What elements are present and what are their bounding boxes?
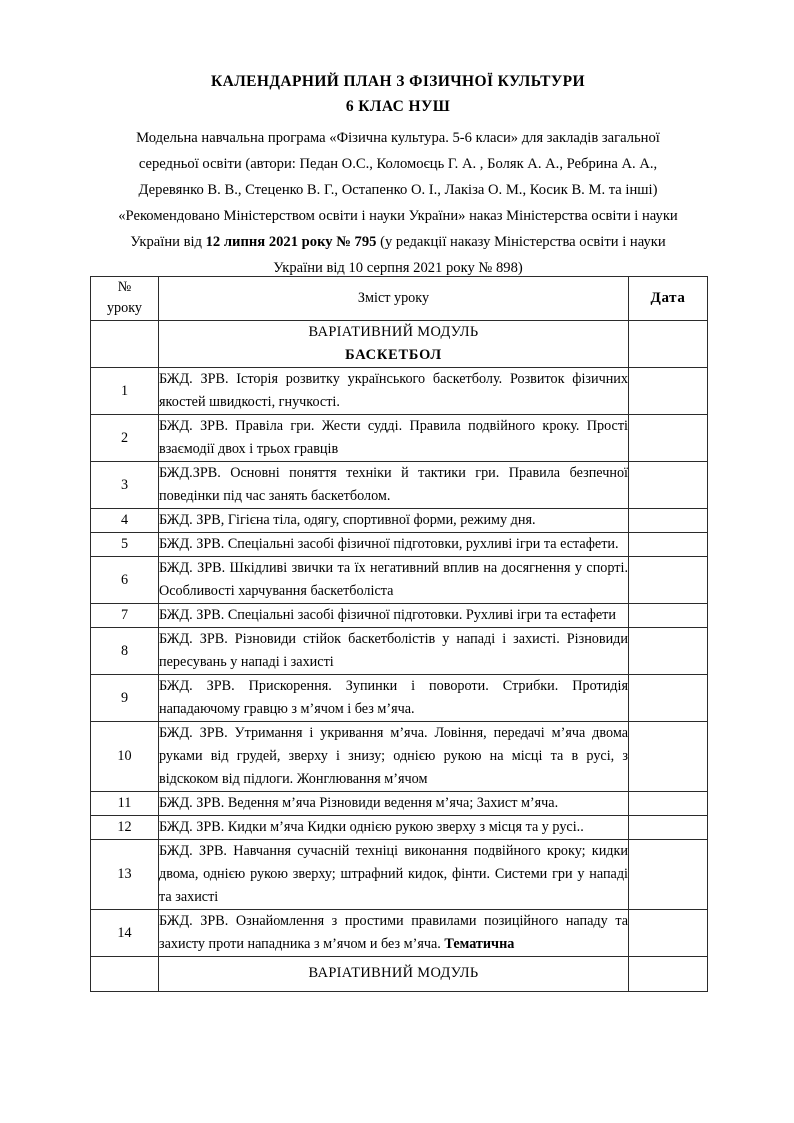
order-number: 12 липня 2021 року № 795	[205, 233, 377, 250]
page-title: КАЛЕНДАРНИЙ ПЛАН З ФІЗИЧНОЇ КУЛЬТУРИ	[210, 73, 586, 90]
table-row	[91, 792, 708, 816]
lesson-date[interactable]	[629, 722, 708, 792]
lesson-content: БЖД. ЗРВ. Різновиди стійок баскетболістів у нападі і захисті. Різновиди пересувань у нападі і захисті	[159, 628, 629, 675]
table-row	[91, 462, 708, 509]
intro-line-4: «Рекомендовано Міністерством освіти і науки України» наказ Міністерства освіти і науки	[118, 207, 678, 224]
lesson-number: 3	[91, 462, 159, 509]
lesson-number: 1	[91, 368, 159, 415]
lesson-number: 8	[91, 628, 159, 675]
lesson-content: БЖД. ЗРВ. Шкідливі звички та їх негативний вплив на досягнення у спорті. Особливості харчування баскетболіста	[159, 557, 629, 604]
lesson-number: 4	[91, 509, 159, 533]
order-line	[90, 230, 706, 256]
table-row	[91, 415, 708, 462]
column-header-lesson-content: Зміст уроку	[159, 277, 629, 321]
lesson-date[interactable]	[629, 533, 708, 557]
lesson-content: БЖД. ЗРВ. Прискорення. Зупинки і повороти. Стрибки. Протидія нападаючому гравцю з м’ячом і без м’яча.	[159, 675, 629, 722]
lesson-date[interactable]	[629, 557, 708, 604]
order-line-suffix: (у редакції наказу Міністерства освіти і науки	[376, 233, 666, 250]
lesson-date[interactable]	[629, 792, 708, 816]
lesson-plan-table-wrapper	[90, 276, 707, 992]
table-row	[91, 557, 708, 604]
intro-line-3: Деревянко В. В., Стеценко В. Г., Остапенко О. І., Лакіза О. М., Косик В. М. та інші)	[138, 181, 658, 198]
page-subtitle: 6 КЛАС НУШ	[345, 98, 451, 116]
table-row	[91, 816, 708, 840]
assessment-label: Тематична	[444, 936, 515, 953]
lesson-content: БЖД. ЗРВ. Утримання і укривання м’яча. Ловіння, передачі м’яча двома руками від грудей, зверху і знизу; однією рукою на місці та в русі, з відскоком від підлоги. Жонглювання м’ячом	[159, 722, 629, 792]
lesson-number: 13	[91, 840, 159, 910]
table-row	[91, 368, 708, 415]
order-line-prefix: України від	[130, 233, 206, 250]
lesson-date[interactable]	[629, 604, 708, 628]
table-row	[91, 604, 708, 628]
lesson-date[interactable]	[629, 840, 708, 910]
table-row	[91, 910, 708, 957]
module-banner-title: ВАРІАТИВНИЙ МОДУЛЬ	[308, 323, 479, 340]
lesson-number: 12	[91, 816, 159, 840]
table-row	[91, 840, 708, 910]
lesson-date[interactable]	[629, 628, 708, 675]
module-banner-date-cell-bottom	[629, 957, 708, 991]
lesson-plan-table	[90, 276, 708, 992]
header-num-line2: уроку	[106, 300, 143, 317]
table-body	[91, 320, 708, 991]
lesson-number: 9	[91, 675, 159, 722]
lesson-number: 6	[91, 557, 159, 604]
table-header-row	[91, 277, 708, 321]
program-description	[90, 126, 706, 282]
lesson-number: 10	[91, 722, 159, 792]
table-row	[91, 675, 708, 722]
module-banner-num-cell-bottom	[91, 957, 159, 991]
lesson-content: БЖД. ЗРВ. Історія розвитку українського баскетболу. Розвиток фізичних якостей швидкості, гнучкості.	[159, 368, 629, 415]
module-banner-top	[159, 320, 629, 368]
table-row	[91, 533, 708, 557]
lesson-date[interactable]	[629, 816, 708, 840]
document-header	[90, 70, 706, 282]
module-banner-bottom: ВАРІАТИВНИЙ МОДУЛЬ	[159, 957, 629, 991]
lesson-date[interactable]	[629, 368, 708, 415]
table-row	[91, 628, 708, 675]
lesson-content-text: БЖД. ЗРВ. Ознайомлення з простими правилами позиційного нападу та захисту проти нападника з м’ячом и без м’яча.	[159, 913, 628, 953]
lesson-content: БЖД. ЗРВ. Ведення м’яча Різновиди ведення м’яча; Захист м’яча.	[159, 792, 629, 816]
intro-line-1: Модельна навчальна програма «Фізична культура. 5-6 класи» для закладів загальної	[136, 129, 660, 146]
intro-line-2: середньої освіти (автори: Педан О.С., Коломоєць Г. А. , Боляк А. А., Ребрина А. А.,	[138, 155, 658, 172]
lesson-date[interactable]	[629, 509, 708, 533]
lesson-number: 7	[91, 604, 159, 628]
column-header-date: Дата	[629, 277, 708, 321]
module-banner-num-cell	[91, 320, 159, 368]
lesson-content	[159, 910, 629, 957]
lesson-content: БЖД. ЗРВ. Спеціальні засобі фізичної підготовки, рухливі ігри та естафети.	[159, 533, 629, 557]
column-header-lesson-number	[91, 277, 159, 321]
order-line-last: України від 10 серпня 2021 року № 898)	[273, 259, 523, 276]
lesson-date[interactable]	[629, 675, 708, 722]
table-row	[91, 722, 708, 792]
module-banner-row-bottom	[91, 957, 708, 991]
lesson-date[interactable]	[629, 462, 708, 509]
lesson-number: 2	[91, 415, 159, 462]
table-row	[91, 509, 708, 533]
lesson-content: БЖД. ЗРВ. Навчання сучасній техніці виконання подвійного кроку; кидки двома, однією рукою зверху; штрафний кидок, фінти. Системи гри у нападі та захисті	[159, 840, 629, 910]
lesson-number: 14	[91, 910, 159, 957]
lesson-content: БЖД. ЗРВ, Гігієна тіла, одягу, спортивної форми, режиму дня.	[159, 509, 629, 533]
lesson-content: БЖД. ЗРВ. Правіла гри. Жести судді. Правила подвійного кроку. Прості взаємодії двох і трьох гравців	[159, 415, 629, 462]
lesson-content: БЖД.ЗРВ. Основні поняття техніки й тактики гри. Правила безпечної поведінки під час занять баскетболом.	[159, 462, 629, 509]
module-banner-date-cell	[629, 320, 708, 368]
lesson-date[interactable]	[629, 415, 708, 462]
module-banner-sport: БАСКЕТБОЛ	[345, 346, 442, 363]
lesson-content: БЖД. ЗРВ. Кидки м’яча Кидки однією рукою зверху з місця та у русі..	[159, 816, 629, 840]
lesson-number: 5	[91, 533, 159, 557]
header-num-line1: №	[117, 279, 132, 295]
lesson-date[interactable]	[629, 910, 708, 957]
module-banner-row-top	[91, 320, 708, 368]
lesson-content: БЖД. ЗРВ. Спеціальні засобі фізичної підготовки. Рухливі ігри та естафети	[159, 604, 629, 628]
lesson-number: 11	[91, 792, 159, 816]
